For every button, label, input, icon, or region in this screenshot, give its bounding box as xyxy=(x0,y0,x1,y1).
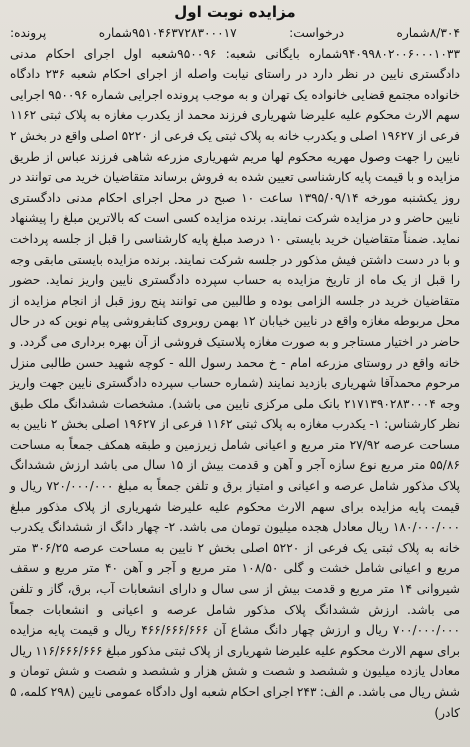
notice-title: مزایده نوبت اول xyxy=(174,3,296,21)
notice-body: ۸/۳۰۴شماره درخواست: ۹۵۱۰۴۶۳۷۲۸۳۰۰۰۱۷شماره پرونده: ۹۴۰۹۹۸۰۲۰۰۶۰۰۰۱۰۳۳شماره بایگانی شعبه: ۹۵۰۰۹۶شعبه اول اجرای احکام مدنی دادگستری نایین در نظر دارد در راستای نیابت واصله از اجرای احکام شعبه ۲۳۶ دادگاه خانواده مجتمع قضایی خانواده یک تهران و به موجب پرونده اجرایی شماره ۹۵۰۰۹۶ اجرایی سهم الارث محکوم علیه علیرضا شهریاری فرزند محمد از یکدرب مغازه به پلاک ثبتی ۱۱۶۲ فرعی از ۱۹۶۲۷ اصلی و یکدرب خانه به پلاک ثبتی یک فرعی از ۵۲۲۰ اصلی واقع در بخش ۲ نایین را جهت وصول مهریه محکوم لها مریم شهریاری مزرعه شاهی فرزند عباس از طریق مزایده و با قیمت پایه کارشناسی تعیین شده به فروش برساند متقاضیان خرید می توانند در روز یکشنبه مورخه ۱۳۹۵/۰۹/۱۴ ساعت ۱۰ صبح در محل اجرای احکام مدنی دادگستری نایین حاضر و در مزایده شرکت نمایند. برنده مزایده کسی است که بالاترین مبلغ را پیشنهاد نماید. ضمناً متقاضیان خرید بایستی ۱۰ درصد مبلغ پایه کارشناسی را قبل از جلسه پرداخت و با در دست داشتن فیش مذکور در جلسه شرکت نمایند. برنده مزایده بایستی مابقی وجه را قبل از یک ماه از تاریخ مزایده به حساب سپرده دادگستری نایین واریز نماید. حضور متقاضیان خرید در جلسه الزامی بوده و طالبین می توانند پنج روز قبل از انجام مزایده از محل مربوطه مغازه واقع در نایین خیابان ۱۲ بهمن روبروی کتابفروشی پیام نوین که در حال حاضر در اختیار مستاجر و به صورت مغازه پلاستیک فروشی از آن بهره برداری می گردد. و خانه واقع در روستای مزرعه امام - خ محمد رسول الله - کوچه شهید حسن طالبی منزل مرحوم محمدآقا شهریاری بازدید نمایند (شماره حساب سپرده دادگستری نایین جهت واریز وجه ۲۱۷۱۳۹۰۲۸۳۰۰۰۴ بانک ملی مرکزی نایین می باشد). مشخصات ششدانگ ملک طبق نظر کارشناس: ۱- یکدرب مغازه به پلاک ثبتی ۱۱۶۲ فرعی از ۱۹۶۲۷ اصلی بخش ۲ نایین به مساحت عرصه ۲۷/۹۲ متر مربع و اعیانی شامل زیرزمین و طبقه همکف جمعاً به مساحت ۵۵/۸۶ متر مربع نوع سازه آجر و آهن و قدمت بیش از ۱۵ سال می باشد ارزش ششدانگ پلاک مذکور شامل عرصه و اعیانی و امتیاز برق و تلفن جمعاً به مبلغ ۷۲۰/۰۰۰/۰۰۰ ریال و قیمت پایه مزایده برای سهم الارث محکوم علیه علیرضا شهریاری از پلاک مذکور مبلغ ۱۸۰/۰۰۰/۰۰۰ ریال معادل هجده میلیون تومان می باشد. ۲- چهار دانگ از ششدانگ یکدرب خانه به پلاک ثبتی یک فرعی از ۵۲۲۰ اصلی بخش ۲ نایین به مساحت عرصه ۳۰۶/۲۵ متر مربع و اعیانی شامل خشت و گلی ۱۰۸/۵۰ متر مربع و آجر و آهن ۴۰ متر مربع و سقف شیروانی ۱۴ متر مربع و قدمت بیش از سی سال و دارای انشعابات آب، برق، گاز و تلفن می باشد. ارزش ششدانگ پلاک مذکور شامل عرصه و اعیانی و انشعابات جمعاً ۷۰۰/۰۰۰/۰۰۰ ریال و ارزش چهار دانگ مشاع آن ۴۶۶/۶۶۶/۶۶۶ ریال و قیمت پایه مزایده برای سهم الارث محکوم علیه علیرضا شهریاری از پلاک ثبتی مذکور مبلغ ۱۱۶/۶۶۶/۶۶۶ ریال معادل یازده میلیون و ششصد و شصت و شش هزار و ششصد و شصت و شش تومان و شش ریال می باشد. م الف: ۲۴۳ اجرای احکام شعبه اول دادگاه عمومی نایین (۲۹۸ کلمه، ۵ کادر) xyxy=(10,26,461,720)
